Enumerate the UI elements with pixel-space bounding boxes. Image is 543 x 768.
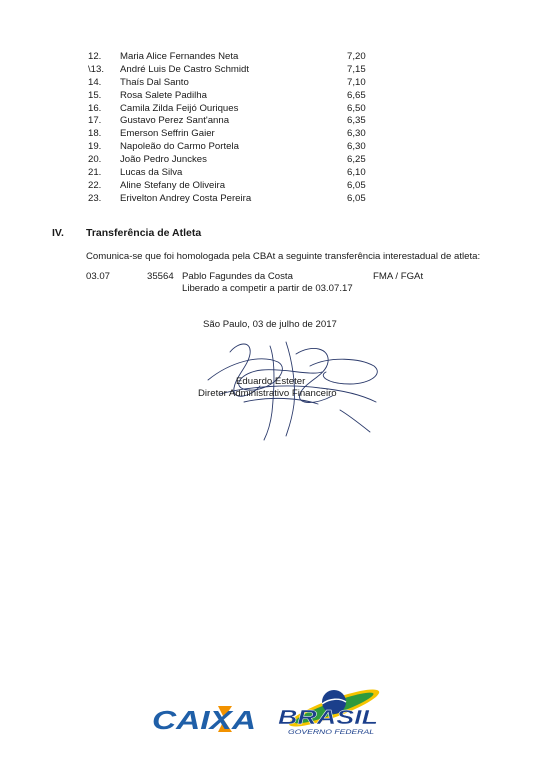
svg-text:BRASIL: BRASIL [278,707,378,729]
ranking-athlete-name: Erivelton Andrey Costa Pereira [120,192,252,204]
ranking-list [88,51,388,206]
ranking-athlete-name: André Luis De Castro Schmidt [120,63,250,75]
caixa-logo [150,704,260,734]
ranking-row [88,64,388,77]
place-date: São Paulo, 03 de julho de 2017 [203,319,337,330]
ranking-row [88,77,388,90]
transfer-release: Liberado a competir a partir de 03.07.17 [182,283,353,294]
ranking-row [88,180,388,193]
ranking-athlete-name: Rosa Salete Padilha [120,89,207,101]
ranking-score: 7,20 [347,51,366,62]
ranking-position: 21. [88,167,102,179]
ranking-athlete-name: Napoleão do Carmo Portela [120,141,239,153]
ranking-score: 6,05 [347,192,366,204]
ranking-row [88,90,388,103]
ranking-row [88,141,388,154]
ranking-score: 6,05 [347,179,366,191]
ranking-position: 16. [88,102,102,114]
ranking-athlete-name: Camila Zilda Feijó Ouriques [120,102,239,114]
signer-role: Diretor Administrativo Financeiro [198,388,337,399]
ranking-position: 22. [88,179,102,191]
ranking-athlete-name: Maria Alice Fernandes Neta [120,51,239,62]
ranking-score: 6,50 [347,102,366,114]
ranking-score: 7,10 [347,76,366,88]
transfer-athlete: Pablo Fagundes da Costa [182,271,293,282]
ranking-row [88,51,388,64]
ranking-position: 19. [88,141,102,153]
section-title: Transferência de Atleta [86,227,202,239]
handwritten-signature [200,332,390,442]
ranking-score: 6,35 [347,115,366,127]
ranking-score: 6,30 [347,141,366,153]
brasil-governo-federal-logo [272,686,392,738]
ranking-row [88,154,388,167]
ranking-score: 6,10 [347,167,366,179]
svg-text:GOVERNO FEDERAL: GOVERNO FEDERAL [288,730,374,736]
ranking-position: 17. [88,115,102,127]
ranking-athlete-name: Thaís Dal Santo [120,76,189,88]
svg-text:CAIXA: CAIXA [152,705,256,734]
transfer-date: 03.07 [86,271,111,282]
transfer-federations: FMA / FGAt [373,271,424,282]
transfer-registration: 35564 [147,271,174,282]
intro-text: Comunica-se que foi homologada pela CBAt a seguinte transferência interestadual de atleta: [86,251,481,262]
section-numeral: IV. [52,227,64,239]
ranking-position: 12. [88,51,102,62]
ranking-athlete-name: Aline Stefany de Oliveira [120,179,226,191]
ranking-position: 15. [88,89,102,101]
ranking-position: 14. [88,76,102,88]
ranking-row [88,167,388,180]
ranking-row [88,128,388,141]
ranking-position: 18. [88,128,102,140]
ranking-athlete-name: Emerson Seffrin Gaier [120,128,215,140]
ranking-score: 6,25 [347,154,366,166]
ranking-row [88,115,388,128]
ranking-athlete-name: João Pedro Junckes [120,154,207,166]
ranking-position: 20. [88,154,102,166]
ranking-athlete-name: Gustavo Perez Sant'anna [120,115,230,127]
ranking-position: 23. [88,192,102,204]
ranking-row [88,193,388,206]
ranking-score: 6,65 [347,89,366,101]
signer-name: Eduardo Esteter [236,376,306,387]
ranking-athlete-name: Lucas da Silva [120,167,183,179]
ranking-score: 7,15 [347,63,366,75]
ranking-row [88,103,388,116]
ranking-score: 6,30 [347,128,366,140]
ranking-position: \13. [88,63,105,75]
